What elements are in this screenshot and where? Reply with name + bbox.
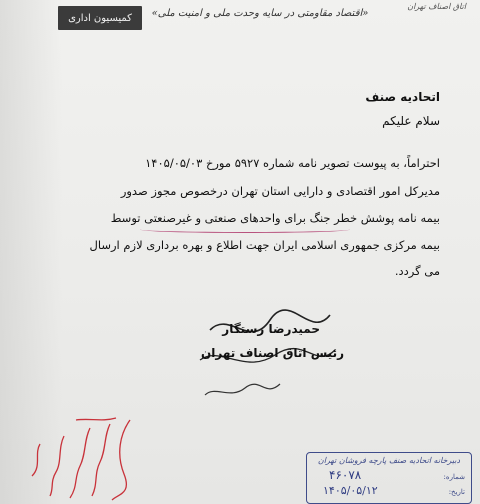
stamp-number: ۴۶۰۷۸ <box>329 468 362 482</box>
body-line: مدیرکل امور اقتصادی و دارایی استان تهران درخصوص مجوز صدور <box>120 184 440 198</box>
body-line: احتراماً، به پیوست تصویر نامه شماره ۵۹۲۷ مورخ ۱۴۰۵/۰۵/۰۳ <box>145 156 440 170</box>
signer-title: رئیس اتاق اصناف تهران <box>201 346 344 360</box>
stamp-date: ۱۴۰۵/۰۵/۱۲ <box>323 484 378 497</box>
body-line: بیمه مرکزی جمهوری اسلامی ایران جهت اطلاع و بهره برداری لازم ارسال <box>89 238 440 252</box>
handwritten-underline <box>140 226 350 233</box>
received-stamp <box>306 452 472 504</box>
stamp-title: دبیرخانه اتحادیه صنف پارچه فروشان تهران <box>317 456 461 465</box>
body-line: می گردد. <box>394 264 440 278</box>
header-motto: «اقتصاد مقاومتی در سایه وحدت ملی و امنیت ملی» <box>151 8 369 19</box>
body-line: بیمه نامه پوشش خطر جنگ برای واحدهای صنعتی و غیرصنعتی توسط <box>110 211 440 225</box>
stamp-number-label: شماره: <box>443 473 465 481</box>
signer-name: حمیدرضا رستگار <box>222 322 320 336</box>
handwritten-red-note <box>20 414 150 502</box>
greeting: سلام علیکم <box>382 114 440 128</box>
department-badge: کمیسیون اداری <box>58 6 142 30</box>
stamp-date-label: تاریخ: <box>448 488 465 496</box>
addressee: اتحادیه صنف <box>365 90 440 104</box>
header-top-right: اتاق اصناف تهران <box>407 2 466 11</box>
